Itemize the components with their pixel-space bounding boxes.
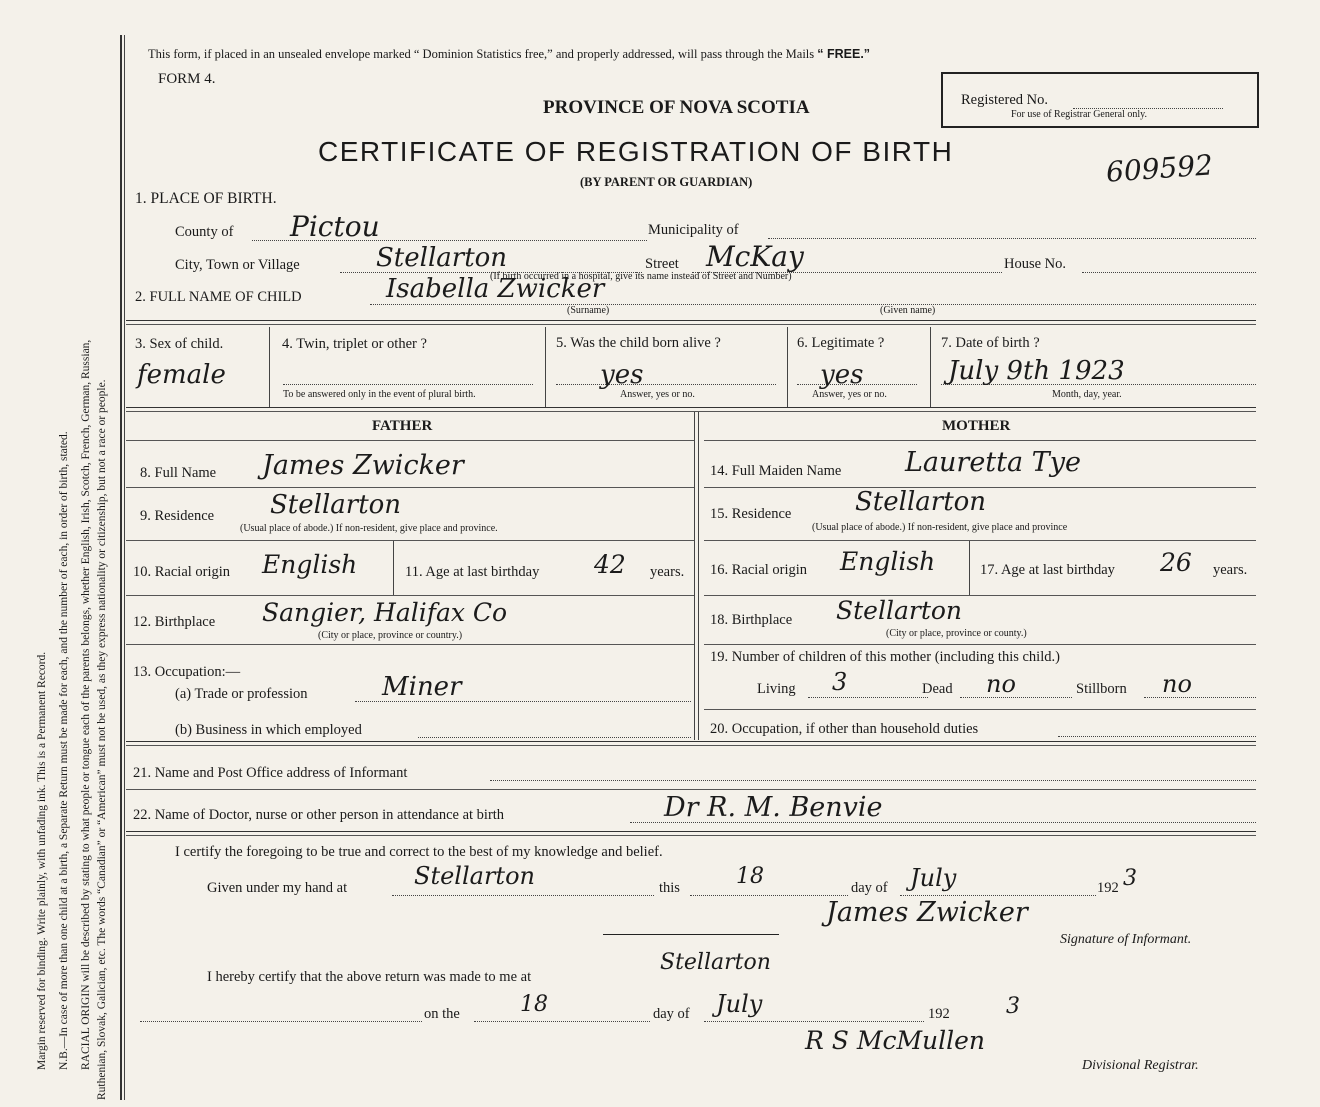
father-racial-value: English — [262, 550, 358, 579]
mail-note-text: This form, if placed in an unsealed envelope marked “ Dominion Statistics free,” and properly addressed, will pass through the Mails — [148, 47, 815, 61]
certify-statement: I certify the foregoing to be true and correct to the best of my knowledge and belief. — [175, 844, 663, 860]
born-alive-value: yes — [600, 360, 644, 390]
father-heading: FATHER — [372, 418, 433, 434]
surname-note: (Surname) — [567, 305, 610, 316]
twin-note: To be answered only in the event of plural birth. — [283, 389, 476, 400]
mother-racial-value: English — [840, 547, 936, 576]
mother-birthplace-label: 18. Birthplace — [710, 612, 793, 628]
doctor-label: 22. Name of Doctor, nurse or other person in attendance at birth — [133, 807, 505, 823]
father-business-label: (b) Business in which employed — [175, 722, 362, 738]
mother-age-label: 17. Age at last birthday — [980, 562, 1115, 578]
father-residence-note: (Usual place of abode.) If non-resident, give place and province. — [240, 523, 498, 534]
registered-number-box — [941, 72, 1259, 128]
certificate-subtitle: (BY PARENT OR GUARDIAN) — [580, 175, 753, 189]
stillborn-label: Stillborn — [1076, 681, 1127, 697]
father-birthplace-value: Sangier, Halifax Co — [262, 598, 508, 627]
year2-suffix-value: 3 — [1006, 994, 1020, 1019]
divisional-registrar-caption: Divisional Registrar. — [1082, 1058, 1199, 1073]
father-trade-label: (a) Trade or profession — [175, 686, 308, 702]
form-number: FORM 4. — [158, 71, 216, 87]
mother-age-value: 26 — [1160, 548, 1192, 577]
mother-residence-note: (Usual place of abode.) If non-resident, give place and province — [812, 522, 1068, 533]
province-heading: PROVINCE OF NOVA SCOTIA — [543, 97, 810, 118]
mother-children-label: 19. Number of children of this mother (including this child.) — [710, 649, 1060, 665]
registrar-general-note: For use of Registrar General only. — [1011, 109, 1147, 120]
margin-note-multiple-birth: N.B.—In case of more than one child at a birth, a Separate Return must be made for each, and the number of each, in order of birth, stated. — [58, 431, 70, 1070]
born-alive-label: 5. Was the child born alive ? — [556, 335, 721, 351]
living-value: 3 — [832, 668, 848, 696]
margin-note-binding: Margin reserved for binding. Write plainly, with unfading ink. This is a Permanent Record. — [36, 651, 48, 1070]
father-name-value: James Zwicker — [262, 450, 464, 481]
mother-residence-label: 15. Residence — [710, 506, 792, 522]
binding-margin-line — [120, 35, 122, 1100]
hospital-note: (If birth occurred in a hospital, give its name instead of Street and Number) — [490, 271, 792, 282]
county-value: Pictou — [290, 210, 380, 243]
day-of-label: day of — [851, 880, 888, 896]
city-value: Stellarton — [376, 243, 508, 273]
month-value: July — [910, 864, 957, 892]
informant-signature: James Zwicker — [826, 897, 1028, 928]
mother-heading: MOTHER — [942, 418, 1011, 434]
father-birthplace-label: 12. Birthplace — [133, 614, 216, 630]
mother-birthplace-value: Stellarton — [836, 596, 963, 625]
informant-label: 21. Name and Post Office address of Informant — [133, 765, 408, 781]
street-value: McKay — [706, 240, 804, 273]
mail-note — [148, 47, 870, 62]
father-trade-value: Miner — [382, 672, 462, 702]
date-of-birth-label: 7. Date of birth ? — [941, 335, 1040, 351]
registered-number-label: Registered No. — [961, 92, 1048, 108]
legitimate-note: Answer, yes or no. — [812, 389, 887, 400]
father-residence-value: Stellarton — [270, 490, 402, 520]
day-of-2-label: day of — [653, 1006, 690, 1022]
father-name-label: 8. Full Name — [140, 465, 217, 481]
mother-years-label: years. — [1213, 562, 1248, 578]
living-label: Living — [757, 681, 796, 697]
dead-value: no — [986, 670, 1016, 698]
municipality-label: Municipality of — [648, 222, 739, 238]
child-name-label: 2. FULL NAME OF CHILD — [135, 289, 302, 305]
dead-label: Dead — [922, 681, 953, 697]
father-age-label: 11. Age at last birthday — [405, 564, 540, 580]
given-under-label: Given under my hand at — [207, 880, 348, 896]
legitimate-label: 6. Legitimate ? — [797, 335, 885, 351]
father-racial-label: 10. Racial origin — [133, 564, 231, 580]
legitimate-value: yes — [820, 360, 864, 390]
margin-note-racial-origin-2: Ruthenian, Slovak, Galician, etc. The words “Canadian” or “American” must not be used, as they express nationality or citizenship, but not a race or people. — [96, 379, 108, 1100]
signature-of-informant-caption: Signature of Informant. — [1060, 932, 1192, 947]
mother-residence-value: Stellarton — [855, 487, 987, 517]
return-made-label: I hereby certify that the above return was made to me at — [207, 969, 532, 985]
year2-prefix: 192 — [928, 1006, 950, 1022]
this-label: this — [659, 880, 680, 896]
month2-value: July — [716, 990, 763, 1018]
father-occupation-label: 13. Occupation:— — [133, 664, 241, 680]
year-suffix-value: 3 — [1123, 866, 1137, 891]
sex-value: female — [137, 360, 226, 390]
father-birthplace-note: (City or place, province or country.) — [318, 630, 463, 641]
stillborn-value: no — [1162, 670, 1192, 698]
stamped-registration-number: 609592 — [1104, 148, 1214, 189]
date-of-birth-note: Month, day, year. — [1052, 389, 1122, 400]
this-day-value: 18 — [736, 864, 764, 889]
certificate-title: CERTIFICATE OF REGISTRATION OF BIRTH — [318, 136, 954, 167]
doctor-value: Dr R. M. Benvie — [664, 792, 883, 823]
on-day-value: 18 — [520, 992, 548, 1017]
father-age-value: 42 — [594, 550, 626, 579]
date-of-birth-value: July 9th 1923 — [948, 356, 1125, 386]
mother-name-value: Lauretta Tye — [905, 447, 1081, 478]
child-name-value: Isabella Zwicker — [386, 274, 605, 304]
mother-racial-label: 16. Racial origin — [710, 562, 808, 578]
year-prefix: 192 — [1097, 880, 1119, 896]
given-name-note: (Given name) — [880, 305, 936, 316]
on-the-label: on the — [424, 1006, 460, 1022]
father-years-label: years. — [650, 564, 685, 580]
born-alive-note: Answer, yes or no. — [620, 389, 695, 400]
mother-birthplace-note: (City or place, province or county.) — [886, 628, 1027, 639]
mail-note-free: “ FREE.” — [817, 47, 871, 61]
county-label: County of — [175, 224, 234, 240]
twin-label: 4. Twin, triplet or other ? — [282, 336, 427, 352]
city-label: City, Town or Village — [175, 257, 300, 273]
place-of-birth-heading: 1. PLACE OF BIRTH. — [135, 190, 277, 207]
return-place-value: Stellarton — [660, 950, 771, 975]
street-label: Street — [645, 256, 679, 272]
sex-label: 3. Sex of child. — [135, 336, 224, 352]
house-number-label: House No. — [1004, 256, 1067, 272]
mother-name-label: 14. Full Maiden Name — [710, 463, 842, 479]
given-place-value: Stellarton — [414, 862, 535, 890]
mother-occupation-label: 20. Occupation, if other than household duties — [710, 721, 979, 737]
registrar-signature: R S McMullen — [805, 1026, 986, 1055]
margin-note-racial-origin: RACIAL ORIGIN will be described by stating to what people or tongue each of the parents belongs, whether English, Irish, Scotch, French, German, Russian, — [80, 339, 92, 1070]
binding-margin-line-2 — [124, 35, 125, 1100]
father-residence-label: 9. Residence — [140, 508, 215, 524]
